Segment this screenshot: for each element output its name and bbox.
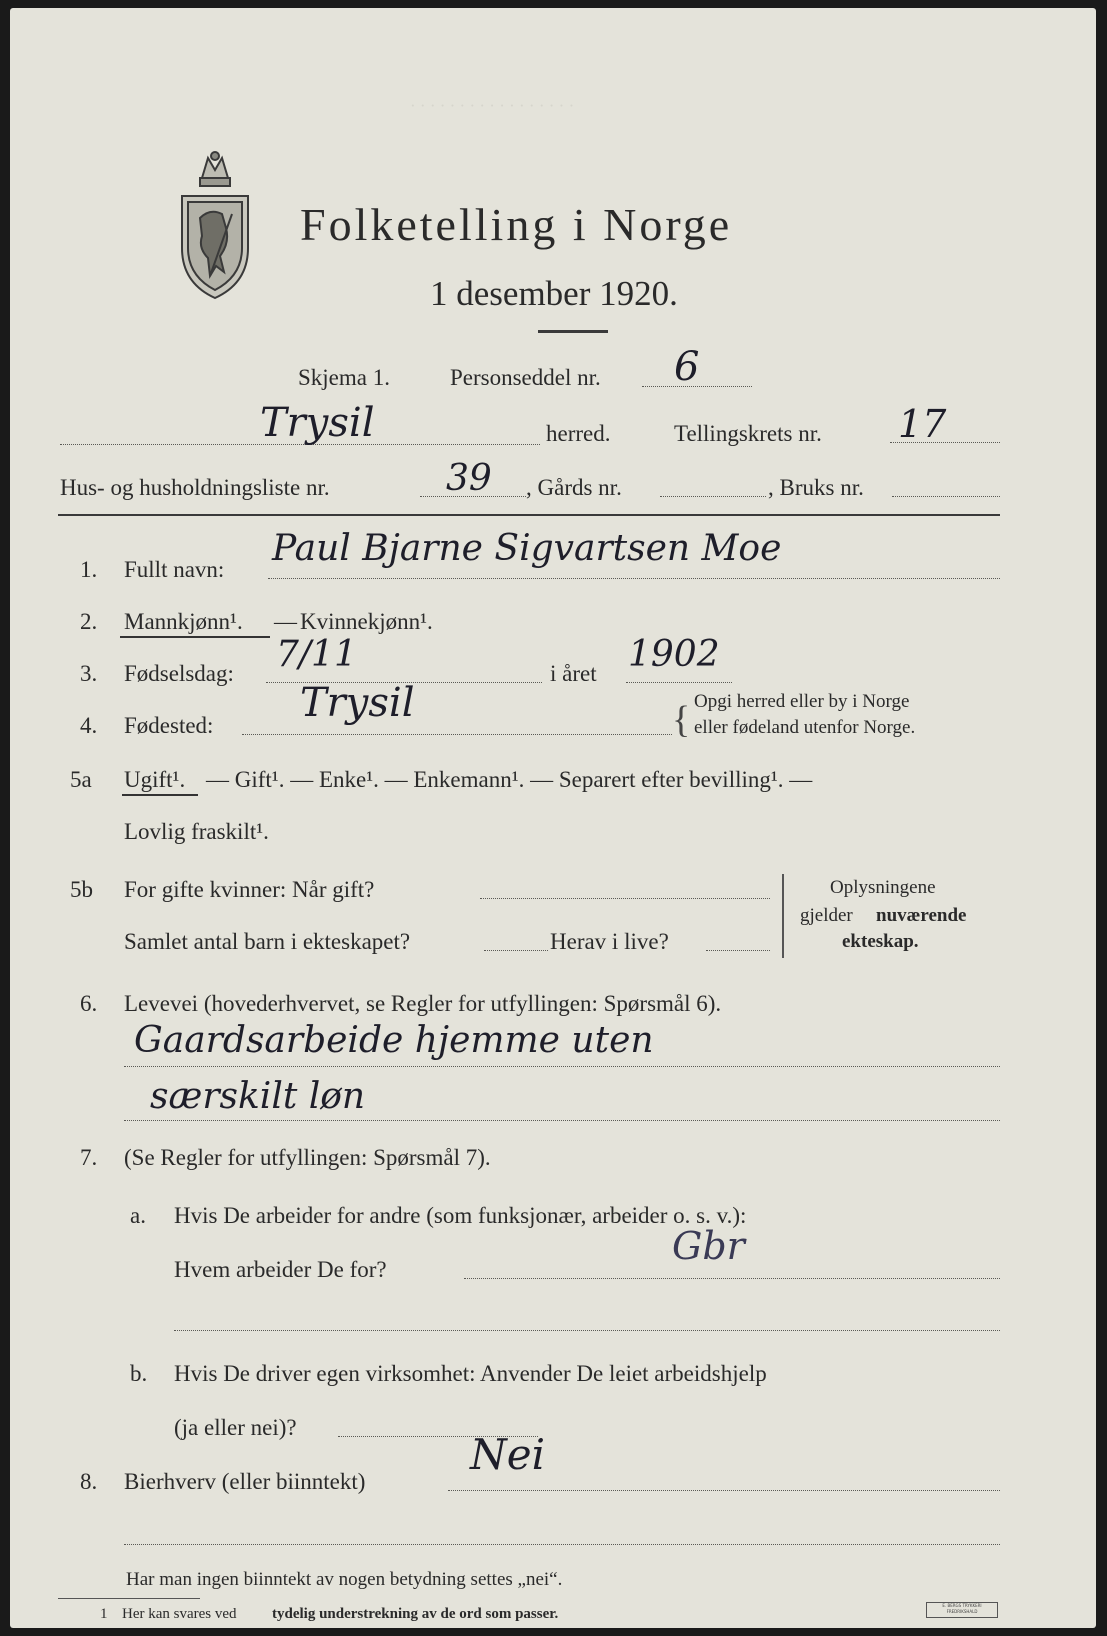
nei-note: Har man ingen biinntekt av nogen betydning settes „nei“. <box>126 1569 563 1590</box>
q5b-number: 5b <box>70 877 93 902</box>
q7-number: 7. <box>80 1145 98 1170</box>
q5b-bracket <box>782 874 784 958</box>
footnote-number: 1 <box>100 1606 108 1622</box>
q8-number: 8. <box>80 1469 98 1494</box>
coat-of-arms-icon <box>170 148 260 308</box>
birthday-value[interactable]: 7/11 <box>276 634 357 675</box>
q4-number: 4. <box>80 713 98 738</box>
printer-stamp: E. BERGS TRYKKERI FREDRIKSHALD <box>926 1602 998 1618</box>
q5a-line2: Lovlig fraskilt¹. <box>124 819 269 844</box>
header-rule <box>58 514 1000 516</box>
q3-year-line <box>626 682 732 683</box>
q4-line <box>242 734 672 735</box>
q7a-line1: Hvis De arbeider for andre (som funksjonær, arbeider o. s. v.): <box>174 1203 747 1228</box>
footnote-text-b: tydelig understrekning av de ord som passer. <box>272 1606 559 1622</box>
q2-male[interactable]: Mannkjønn¹. <box>124 609 243 634</box>
census-form <box>10 8 1096 1628</box>
q5a-options: — Gift¹. — Enke¹. — Enkemann¹. — Separert efter bevilling¹. — <box>206 767 813 792</box>
q1-line <box>268 578 1000 579</box>
hus-value[interactable]: 39 <box>446 458 492 499</box>
q3-year-label: i året <box>550 661 597 686</box>
birthplace-value[interactable]: Trysil <box>300 680 415 726</box>
q1-number: 1. <box>80 557 98 582</box>
q7b-line2: (ja eller nei)? <box>174 1415 297 1440</box>
q5b-alive-line <box>706 950 770 951</box>
q2-male-underline <box>120 636 270 638</box>
form-date: 1 desember 1920. <box>430 274 678 313</box>
q7b-line1: Hvis De driver egen virksomhet: Anvender De leiet arbeidshjelp <box>174 1361 767 1386</box>
q6-number: 6. <box>80 991 98 1016</box>
q5b-line1-dots <box>480 898 770 899</box>
q2-separator: — <box>274 609 297 634</box>
q7-label: (Se Regler for utfyllingen: Spørsmål 7). <box>124 1145 491 1170</box>
q5b-alive-label: Herav i live? <box>550 929 669 954</box>
q5a-ugift[interactable]: Ugift¹. <box>124 767 186 792</box>
q3-number: 3. <box>80 661 98 686</box>
q4-note-line1: Opgi herred eller by i Norge <box>694 691 910 712</box>
q7a-letter: a. <box>130 1203 146 1228</box>
herred-value[interactable]: Trysil <box>260 400 375 446</box>
q8-extra-line <box>124 1544 1000 1545</box>
occupation-value-line2[interactable]: særskilt løn <box>150 1076 366 1117</box>
q5a-ugift-underline <box>122 794 198 796</box>
personseddel-value[interactable]: 6 <box>674 344 700 390</box>
q7a-extra-line <box>174 1330 1000 1331</box>
title-divider <box>538 330 608 333</box>
q5b-children-label: Samlet antal barn i ekteskapet? <box>124 929 411 954</box>
q2-female[interactable]: Kvinnekjønn¹. <box>300 609 433 634</box>
q6-label: Levevei (hovederhvervet, se Regler for utfyllingen: Spørsmål 6). <box>124 991 722 1016</box>
q1-label: Fullt navn: <box>124 557 225 582</box>
q4-brace: { <box>672 699 691 741</box>
q5b-children-line <box>484 950 548 951</box>
skjema-label: Skjema 1. <box>298 365 390 390</box>
q3-label: Fødselsdag: <box>124 661 234 686</box>
q8-label: Bierhverv (eller biinntekt) <box>124 1469 366 1494</box>
q5b-line1: For gifte kvinner: Når gift? <box>124 877 375 902</box>
q4-label: Fødested: <box>124 713 214 738</box>
bruks-line <box>892 496 1000 497</box>
gards-label: , Gårds nr. <box>526 475 622 500</box>
employer-value[interactable]: Gbr <box>672 1224 745 1268</box>
birth-year-value[interactable]: 1902 <box>628 634 720 675</box>
tellingskrets-label: Tellingskrets nr. <box>674 421 822 446</box>
hus-label: Hus- og husholdningsliste nr. <box>60 475 330 500</box>
personseddel-label: Personseddel nr. <box>450 365 601 390</box>
q7a-line2: Hvem arbeider De for? <box>174 1257 387 1282</box>
footnote-rule <box>58 1598 200 1599</box>
q5a-number: 5a <box>70 767 92 792</box>
tellingskrets-value[interactable]: 17 <box>898 402 947 446</box>
q4-note-line2: eller fødeland utenfor Norge. <box>694 717 916 738</box>
q7a-line <box>464 1278 1000 1279</box>
q5b-note3: ekteskap. <box>842 931 919 952</box>
q8-line <box>448 1490 1000 1491</box>
q6-line2 <box>124 1120 1000 1121</box>
gards-line <box>660 496 766 497</box>
form-title: Folketelling i Norge <box>300 199 733 250</box>
q7b-letter: b. <box>130 1361 148 1386</box>
bruks-label: , Bruks nr. <box>768 475 864 500</box>
full-name-value[interactable]: Paul Bjarne Sigvartsen Moe <box>272 528 782 569</box>
footnote-text-a: Her kan svares ved <box>122 1606 237 1622</box>
q5b-note2b: nuværende <box>876 905 967 926</box>
bleed-through: · · · · · · · · · · · · · · · · · <box>410 96 575 115</box>
side-income-value[interactable]: Nei <box>470 1430 546 1479</box>
q5b-note1: Oplysningene <box>830 877 936 898</box>
q6-line1 <box>124 1066 1000 1067</box>
q5b-note2a: gjelder <box>800 905 853 926</box>
herred-label: herred. <box>546 421 611 446</box>
q2-number: 2. <box>80 609 98 634</box>
occupation-value-line1[interactable]: Gaardsarbeide hjemme uten <box>134 1020 654 1061</box>
